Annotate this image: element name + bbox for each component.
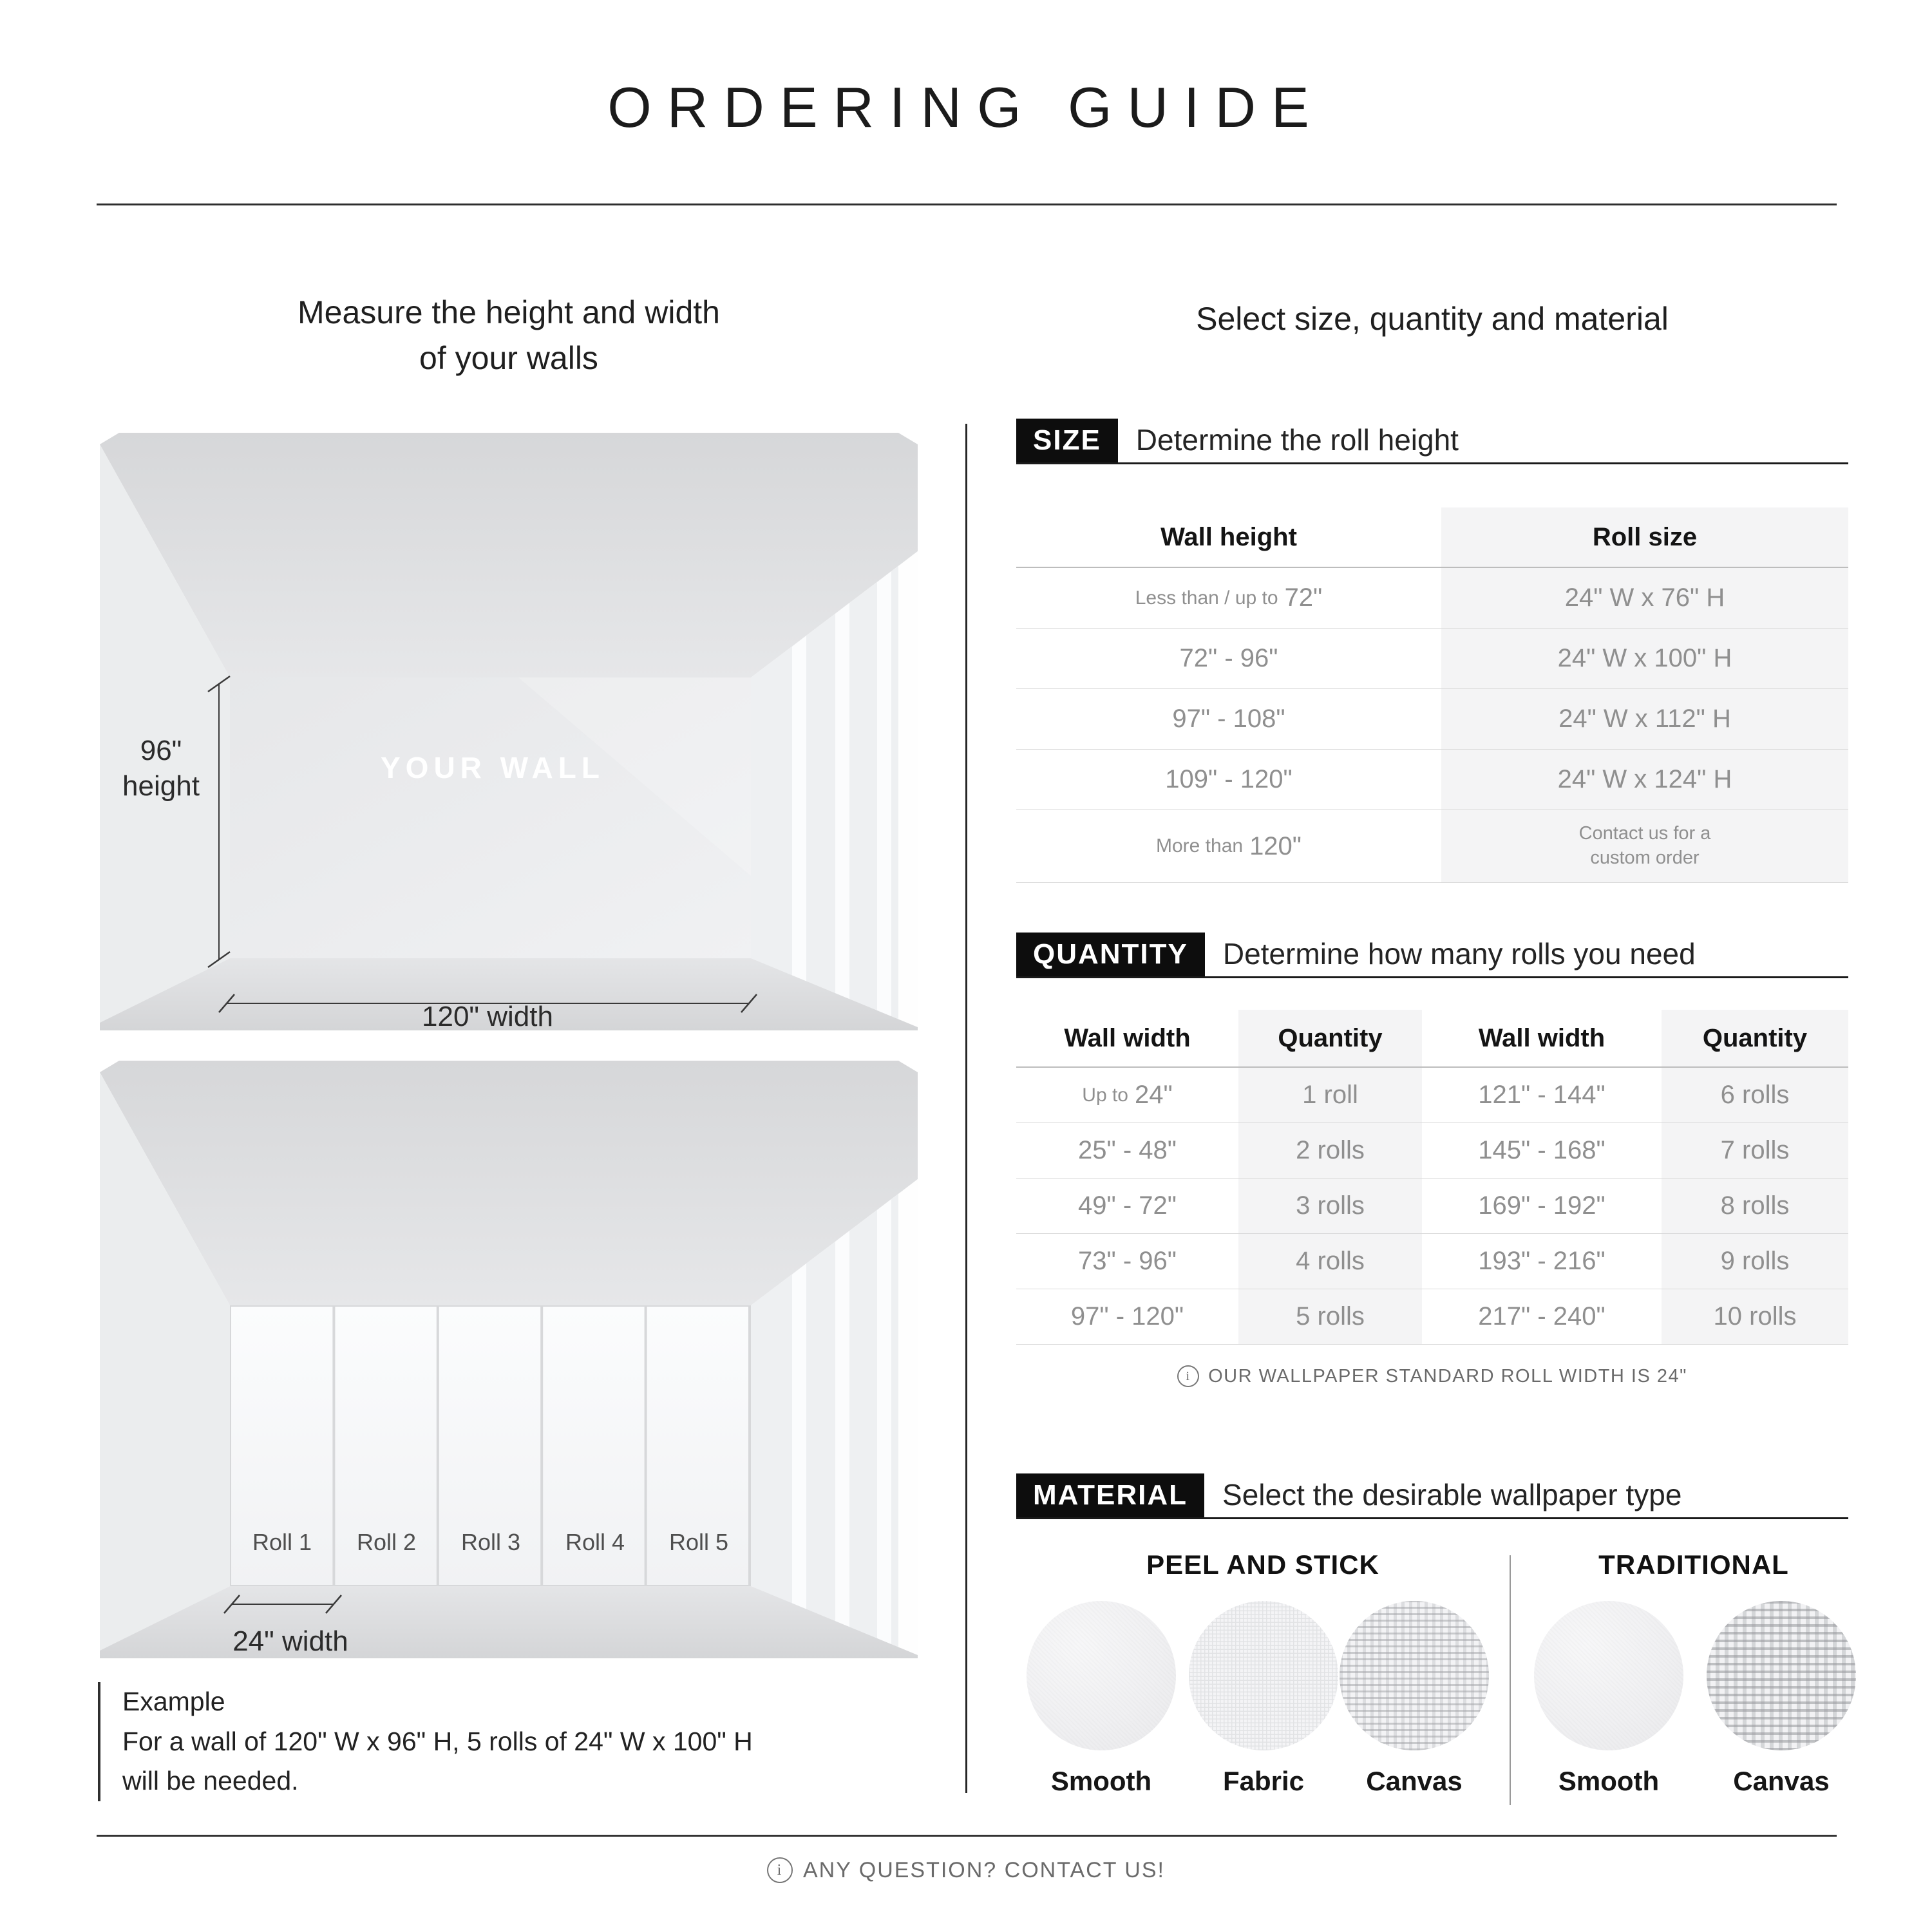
your-wall-label: YOUR WALL	[381, 751, 605, 784]
wall-width-cell: 73" - 96"	[1078, 1247, 1177, 1275]
room1-ceiling	[100, 433, 918, 677]
roll-4-label: Roll 4	[565, 1529, 625, 1555]
size-table	[1016, 507, 1848, 883]
roll-3-label: Roll 3	[460, 1529, 521, 1555]
size-row	[1016, 750, 1848, 810]
wall-width-cell: 169" - 192"	[1478, 1191, 1605, 1220]
quantity-cell: 3 rolls	[1238, 1179, 1422, 1233]
roll-width-note	[1016, 1365, 1848, 1387]
room2-window-mullion	[877, 1199, 891, 1647]
swatch-peel-smooth-icon	[1027, 1601, 1176, 1750]
quantity-cell: 10 rolls	[1662, 1289, 1848, 1344]
swatch-label: Canvas	[1733, 1766, 1830, 1796]
qty-col4-header: Quantity	[1662, 1010, 1848, 1066]
qty-col1-header: Wall width	[1064, 1023, 1191, 1052]
wall-height-cell	[1016, 568, 1441, 628]
quantity-cell: 7 rolls	[1662, 1123, 1848, 1178]
room1-window-glazing	[898, 551, 918, 1030]
page-title: ORDERING GUIDE	[607, 75, 1325, 139]
wall-width-cell: 49" - 72"	[1078, 1191, 1177, 1220]
size-section-header	[1016, 419, 1848, 464]
quantity-cell: 8 rolls	[1662, 1179, 1848, 1233]
quantity-section-header	[1016, 933, 1848, 978]
room2-window-glazing	[898, 1179, 918, 1658]
quantity-row	[1016, 1068, 1848, 1123]
size-badge: SIZE	[1016, 419, 1118, 462]
swatch-peel-canvas-icon	[1340, 1601, 1489, 1750]
quantity-cell: 5 rolls	[1238, 1289, 1422, 1344]
wall-width-cell: 145" - 168"	[1478, 1136, 1605, 1164]
footer	[0, 1857, 1932, 1883]
size-col-roll-size: Roll size	[1441, 507, 1848, 567]
size-col-wall-height: Wall height	[1160, 522, 1297, 551]
swatch-traditional-smooth-icon	[1534, 1601, 1683, 1750]
room1-window-mullion	[792, 636, 806, 982]
wall-height-prefix: Less than / up to	[1135, 587, 1278, 609]
quantity-cell: 4 rolls	[1238, 1234, 1422, 1289]
size-table-header	[1016, 507, 1848, 568]
room1-window-mullion	[877, 571, 891, 1019]
example-block	[98, 1682, 753, 1801]
wall-height-value: 97" - 108"	[1172, 705, 1285, 733]
roll-size-cell: 24" W x 76" H	[1441, 568, 1848, 628]
roll-width-note-text: OUR WALLPAPER STANDARD ROLL WIDTH IS 24"	[1208, 1365, 1687, 1387]
wall-width-prefix: Up to	[1082, 1084, 1128, 1106]
left-column-heading	[100, 290, 918, 381]
roll-size-cell: 24" W x 100" H	[1441, 629, 1848, 688]
wall-height-value: 72" - 96"	[1179, 644, 1278, 672]
wall-height-cell	[1016, 750, 1441, 810]
group-peel-and-stick: PEEL AND STICK	[1146, 1549, 1379, 1580]
width-value-label: 120" width	[422, 1001, 553, 1030]
wall-width-value: 24"	[1135, 1081, 1173, 1109]
size-row	[1016, 689, 1848, 750]
material-badge: MATERIAL	[1016, 1473, 1204, 1517]
right-column-heading: Select size, quantity and material	[1196, 301, 1669, 337]
wall-height-cell	[1016, 810, 1441, 882]
custom-order-note: Contact us for a custom order	[1578, 823, 1711, 868]
example-line1: For a wall of 120" W x 96" H, 5 rolls of 24" W x 100" H	[122, 1726, 753, 1756]
wall-width-cell: 25" - 48"	[1078, 1136, 1177, 1164]
quantity-row	[1016, 1179, 1848, 1234]
title-rule	[97, 204, 1837, 205]
quantity-cell: 6 rolls	[1662, 1068, 1848, 1122]
room-illustration-rolls	[100, 1053, 918, 1658]
size-row	[1016, 629, 1848, 689]
quantity-cell: 1 roll	[1238, 1068, 1422, 1122]
quantity-row	[1016, 1234, 1848, 1289]
room2-ceiling	[100, 1061, 918, 1305]
quantity-badge: QUANTITY	[1016, 933, 1205, 976]
roll-size-cell: 24" W x 112" H	[1441, 689, 1848, 749]
swatch-label: Fabric	[1222, 1766, 1305, 1796]
quantity-table-header	[1016, 1010, 1848, 1068]
qty-col2-header: Quantity	[1238, 1010, 1422, 1066]
left-heading-line1: Measure the height and width	[298, 294, 720, 330]
wall-width-cell: 193" - 216"	[1478, 1247, 1605, 1275]
quantity-cell: 2 rolls	[1238, 1123, 1422, 1178]
material-section-header	[1016, 1473, 1848, 1519]
room-illustration-measure	[100, 425, 918, 1030]
info-icon: i	[1177, 1365, 1199, 1387]
size-subtitle: Determine the roll height	[1135, 423, 1459, 457]
wall-height-value: 120"	[1249, 831, 1302, 860]
quantity-table	[1016, 1010, 1848, 1345]
material-group-divider	[1510, 1555, 1511, 1805]
wall-width-cell: 217" - 240"	[1478, 1302, 1605, 1331]
size-row	[1016, 810, 1848, 883]
size-row	[1016, 568, 1848, 629]
roll-5-label: Roll 5	[668, 1529, 729, 1555]
left-heading-line2: of your walls	[419, 340, 598, 376]
column-divider	[965, 424, 967, 1793]
wall-width-cell: 121" - 144"	[1478, 1081, 1605, 1109]
swatch-label: Canvas	[1366, 1766, 1463, 1796]
wall-height-cell	[1016, 629, 1441, 688]
roll-1-label: Roll 1	[252, 1529, 312, 1555]
footer-text: ANY QUESTION? CONTACT US!	[803, 1857, 1165, 1882]
wall-height-cell	[1016, 689, 1441, 749]
room2-window-mullion	[792, 1264, 806, 1610]
height-word-label: height	[122, 770, 200, 802]
info-icon: i	[767, 1857, 793, 1883]
example-line2: will be needed.	[122, 1766, 299, 1795]
swatch-traditional-canvas-icon	[1707, 1601, 1856, 1750]
quantity-row	[1016, 1289, 1848, 1345]
roll-2-label: Roll 2	[356, 1529, 417, 1555]
swatch-label: Smooth	[1050, 1766, 1152, 1796]
wall-width-cell: 97" - 120"	[1070, 1302, 1184, 1331]
quantity-subtitle: Determine how many rolls you need	[1222, 937, 1696, 971]
roll-width-label: 24" width	[232, 1625, 348, 1657]
example-heading: Example	[122, 1687, 225, 1716]
footer-rule	[97, 1835, 1837, 1837]
roll-size-cell	[1441, 810, 1848, 882]
quantity-cell: 9 rolls	[1662, 1234, 1848, 1289]
swatch-label: Smooth	[1558, 1766, 1660, 1796]
wall-height-prefix: More than	[1155, 835, 1244, 857]
height-value-label: 96"	[140, 735, 182, 766]
wall-height-value: 109" - 120"	[1165, 765, 1293, 793]
room2-window-mullion	[835, 1231, 849, 1629]
wall-width-cell	[1016, 1068, 1238, 1122]
wall-height-value: 72"	[1284, 583, 1323, 612]
material-subtitle: Select the desirable wallpaper type	[1222, 1478, 1682, 1511]
roll-size-cell: 24" W x 124" H	[1441, 750, 1848, 810]
quantity-row	[1016, 1123, 1848, 1179]
qty-col3-header: Wall width	[1478, 1023, 1605, 1052]
group-traditional: TRADITIONAL	[1598, 1549, 1789, 1580]
room1-window-mullion	[835, 603, 849, 1001]
swatch-peel-fabric-icon	[1189, 1601, 1338, 1750]
